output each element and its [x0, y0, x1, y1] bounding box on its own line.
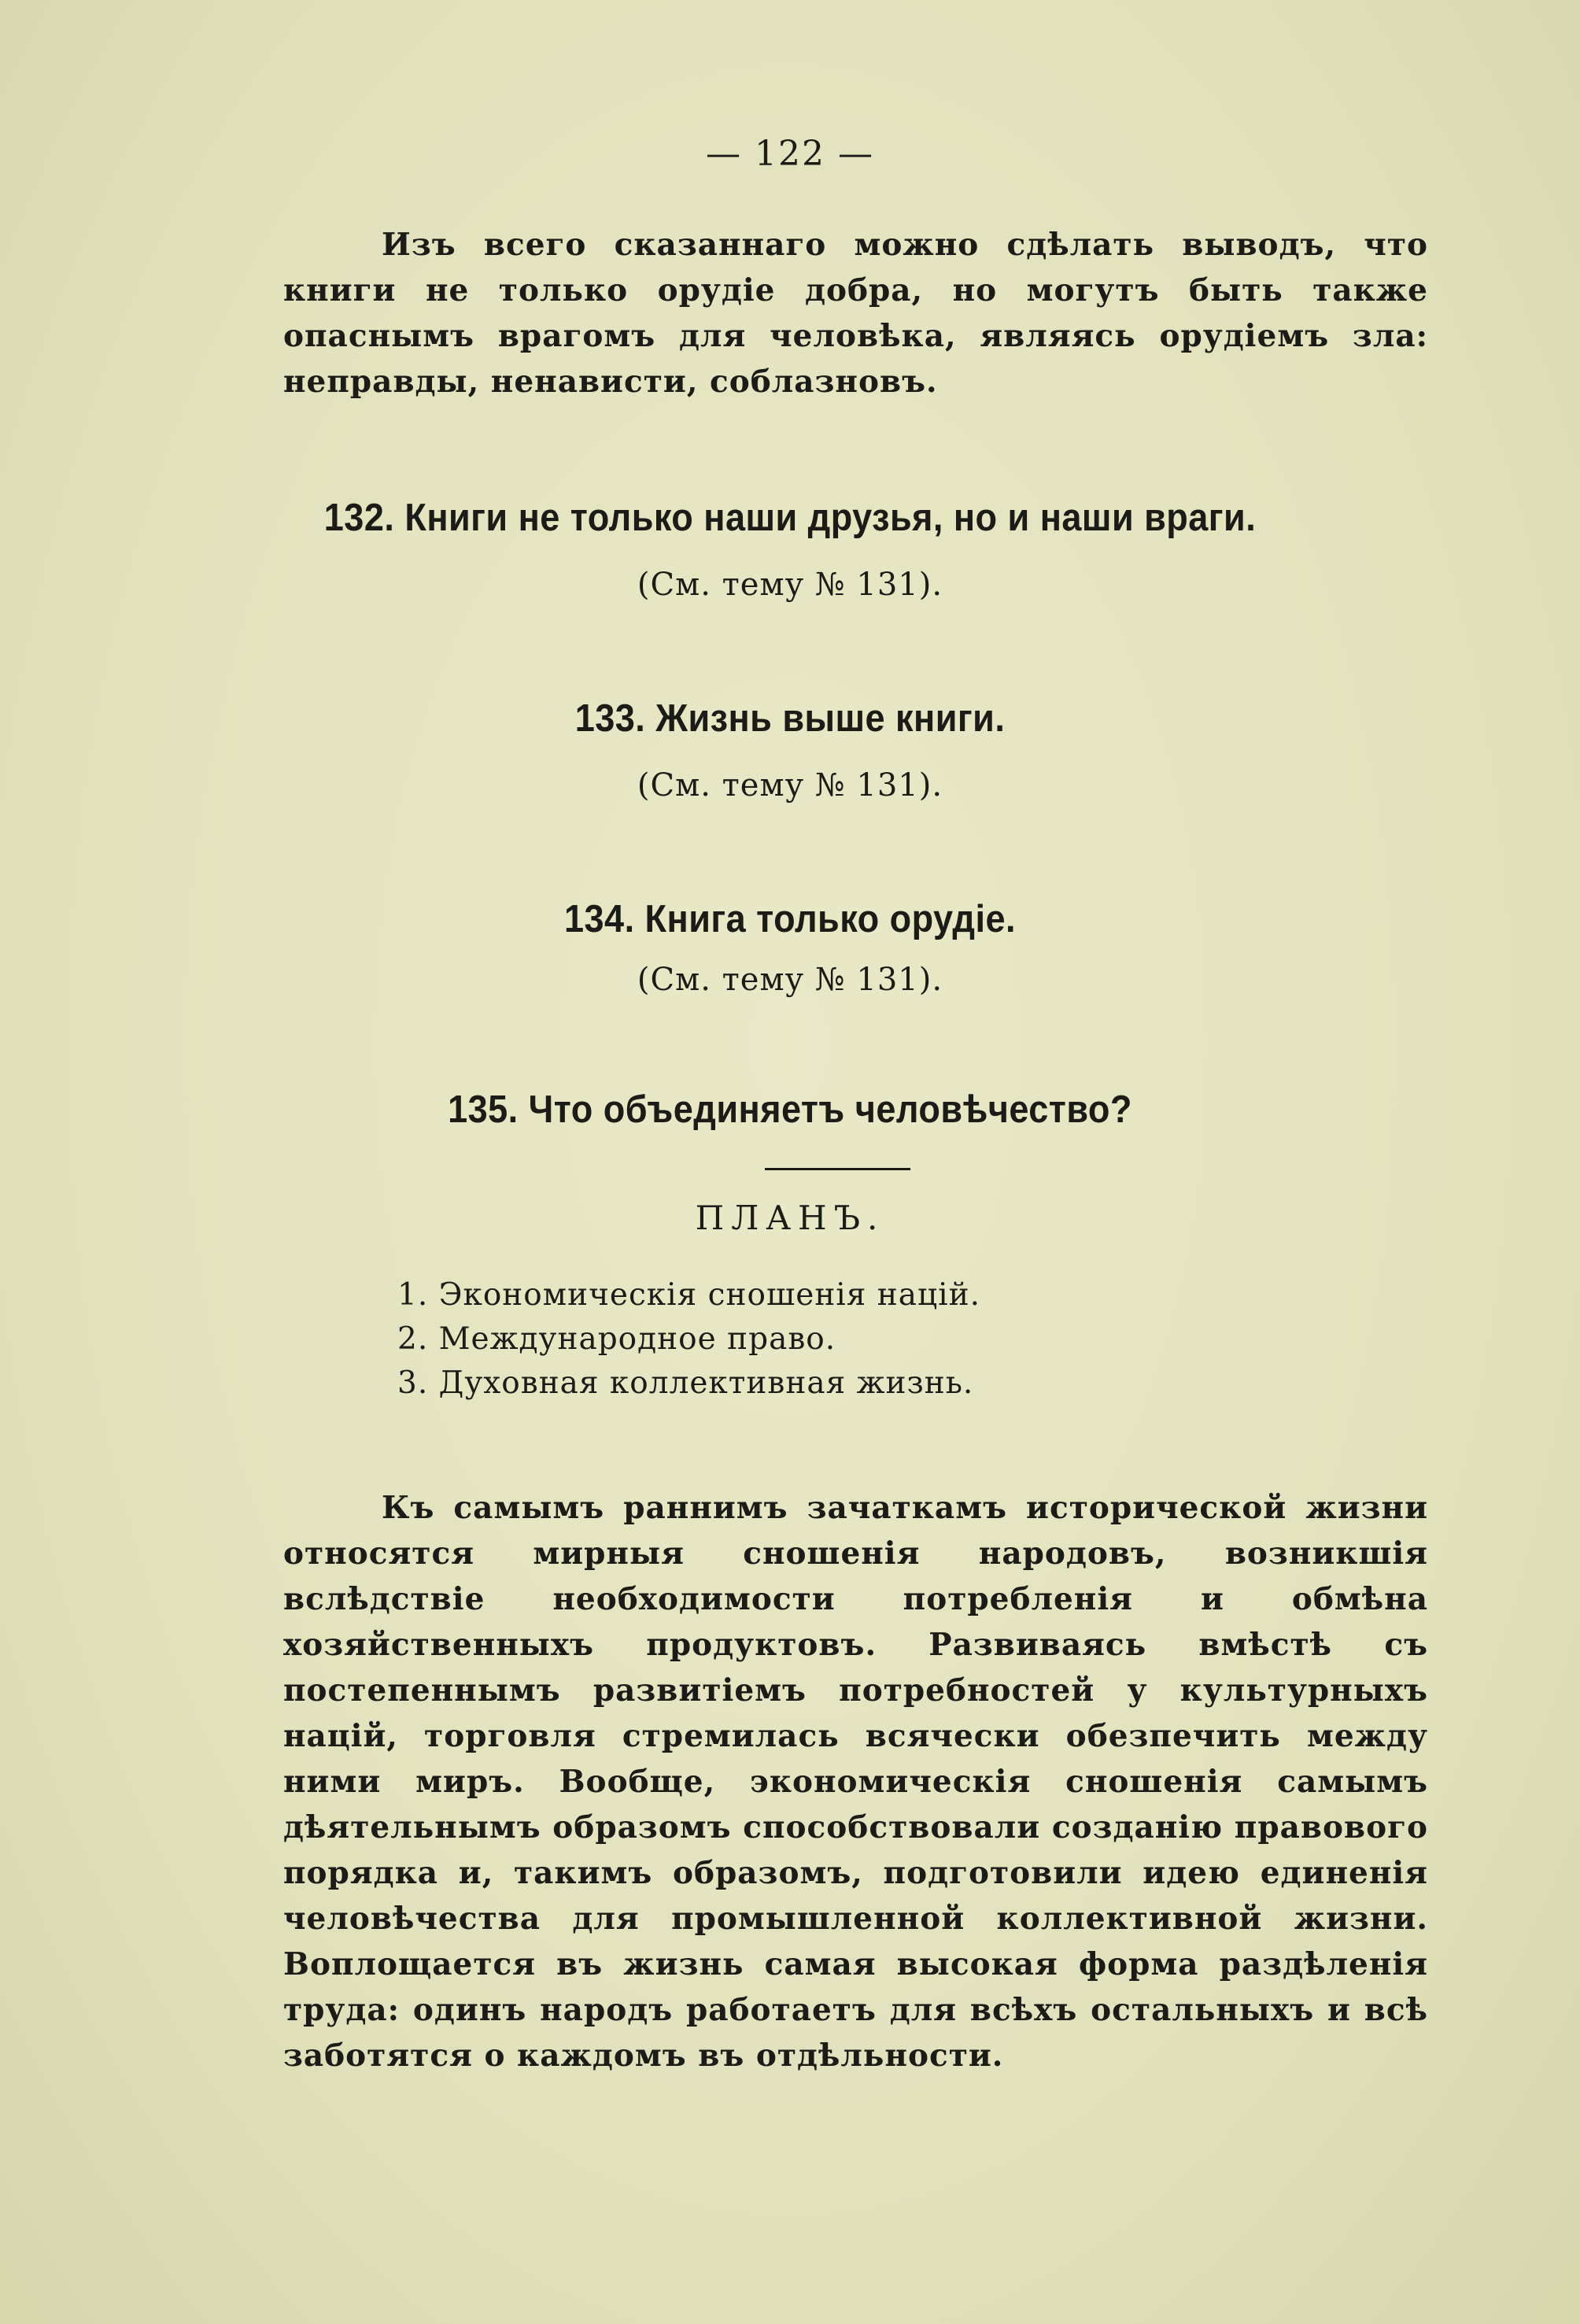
topic-134-heading: 134. Книга только орудіе. — [563, 898, 1017, 940]
section-divider — [765, 1168, 910, 1170]
topic-133-reference: (См. тему № 131). — [637, 767, 943, 804]
topic-133-heading: 133. Жизнь выше книги. — [574, 697, 1006, 740]
plan-item: 2. Международное право. — [397, 1321, 836, 1357]
body-paragraph: Къ самымъ раннимъ зачаткамъ исторической жизни относятся мирныя сношенія народовъ, возникшія вслѣдствіе необходимости потребленія и обмѣна хозяйственныхъ продуктовъ. Развиваясь вмѣстѣ съ постепеннымъ развитіемъ потребностей у культурныхъ націй, торговля стремилась всячески обезпечить между ними миръ. Вообще, экономическія сношенія самымъ дѣятельнымъ образомъ способствовали созданію правового порядка и, такимъ образомъ, подготовили идею единенія человѣчества для промышленной коллективной жизни. Воплощается въ жизнь самая высокая форма раздѣленія труда: одинъ народъ работаетъ для всѣхъ остальныхъ и всѣ заботятся о каждомъ въ отдѣльности. — [283, 1490, 1428, 2074]
topic-132-reference: (См. тему № 131). — [637, 567, 943, 603]
plan-item: 1. Экономическія сношенія націй. — [397, 1277, 980, 1313]
plan-item: 3. Духовная коллективная жизнь. — [397, 1365, 974, 1401]
topic-134-reference: (См. тему № 131). — [637, 962, 943, 998]
topic-132-heading: 132. Книги не только наши друзья, но и наши враги. — [323, 497, 1257, 539]
plan-list — [397, 1273, 980, 1406]
page-number: — 122 — — [706, 134, 874, 174]
plan-title: ПЛАНЪ. — [695, 1199, 885, 1237]
intro-paragraph: Изъ всего сказаннаго можно сдѣлать выводъ, что книги не только орудіе добра, но могутъ быть также опаснымъ врагомъ для человѣка, являясь орудіемъ зла: неправды, ненависти, соблазновъ. — [283, 227, 1428, 400]
topic-135-heading: 135. Что объединяетъ человѣчество? — [448, 1088, 1132, 1131]
